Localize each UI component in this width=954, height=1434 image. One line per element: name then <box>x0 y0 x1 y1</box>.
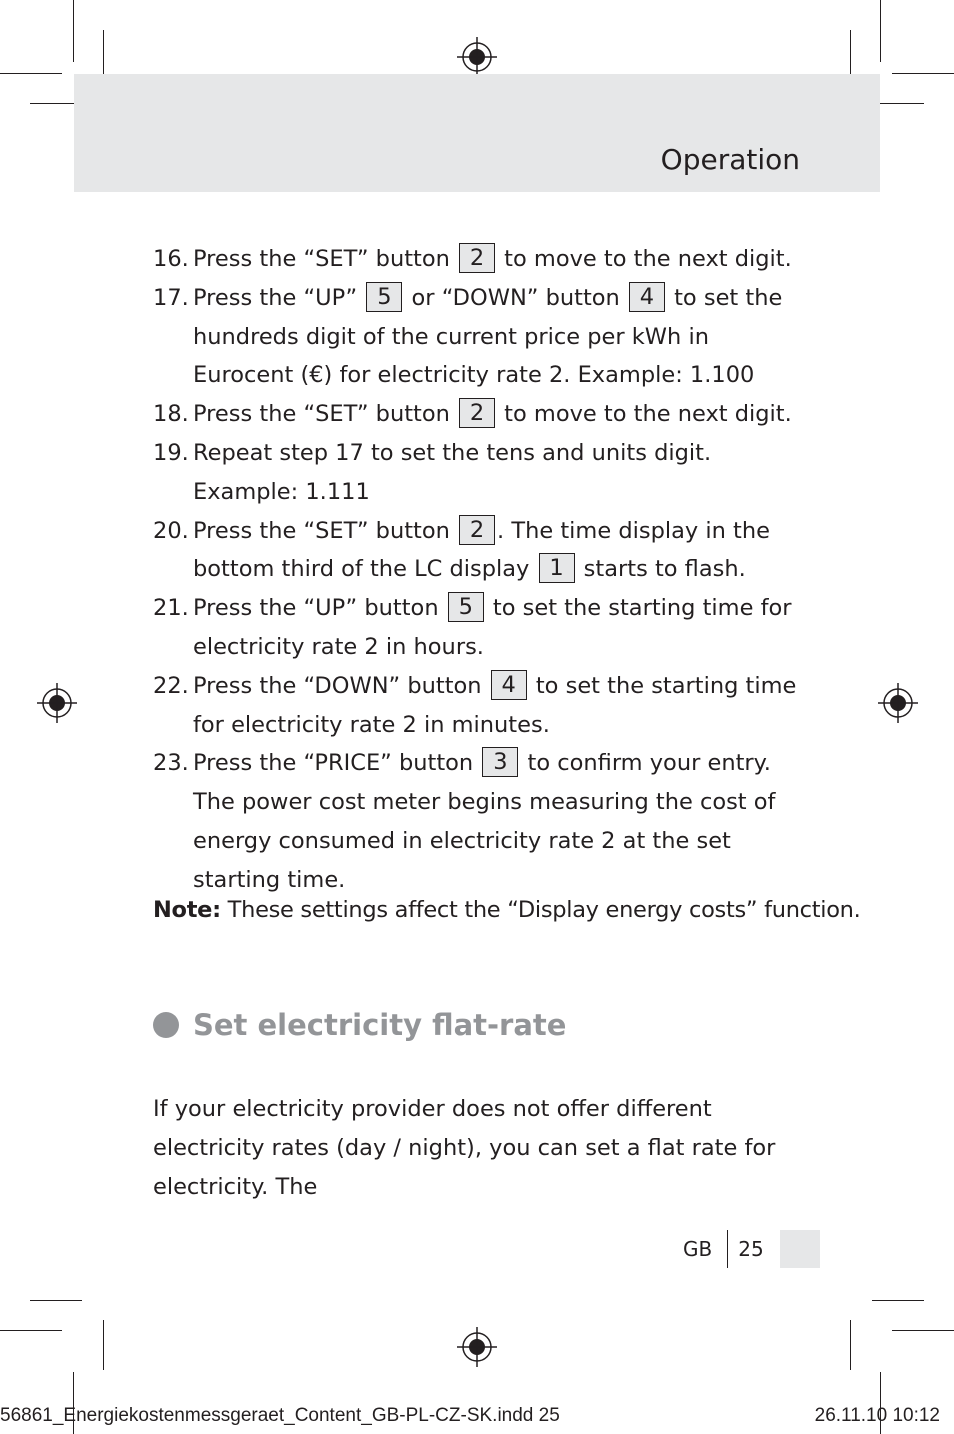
steps-list <box>153 240 813 900</box>
step-text: or “DOWN” button <box>404 284 627 311</box>
step-text: Press the “UP” <box>193 284 365 311</box>
instructions <box>153 240 813 900</box>
crop-mark <box>0 1330 62 1331</box>
step-item <box>153 512 813 590</box>
step-text: starts to flash. <box>576 556 746 583</box>
step-text: Press the “UP” button <box>193 595 446 622</box>
step-text: to confirm your entry. The power cost meter begins measuring the cost of energy consumed in electricity rate 2 at the set starting time. <box>193 750 776 893</box>
crop-mark <box>880 0 881 62</box>
step-text: to move to the next digit. <box>497 246 792 272</box>
slug-filename: 56861_Energiekostenmessgeraet_Content_GB-PL-CZ-SK.indd 25 <box>0 1405 560 1426</box>
note-text: These settings affect the “Display energy costs” function. <box>220 897 861 923</box>
step-item <box>153 395 813 434</box>
step-text: Repeat step 17 to set the tens and units digit. <box>193 439 712 466</box>
key-reference: 3 <box>482 747 518 777</box>
crop-mark <box>103 1320 104 1370</box>
step-text: to set the hundreds digit of the current price per kWh in Eurocent (€) for electricity rate 2. Example: 1.100 <box>193 284 783 389</box>
key-reference: 4 <box>629 282 665 312</box>
registration-mark-icon <box>878 683 918 723</box>
step-item <box>153 240 813 279</box>
step-text: to set the starting time for electricity rate 2 in minutes. <box>193 672 797 738</box>
step-item <box>153 744 813 899</box>
crop-mark <box>850 30 851 80</box>
intro-paragraph: If your electricity provider does not offer different electricity rates (day / night), you can set a flat rate for electricity. The <box>153 1096 776 1200</box>
crop-mark <box>892 1330 954 1331</box>
registration-mark-icon <box>457 37 497 77</box>
footer-tab <box>780 1230 820 1268</box>
step-text: Press the “DOWN” button <box>193 672 489 699</box>
page-footer <box>683 1230 820 1268</box>
step-item <box>153 434 813 512</box>
note-label: Note: <box>153 897 221 923</box>
step-number: 18. <box>153 401 189 428</box>
step-number: 16. <box>153 246 189 272</box>
key-reference: 5 <box>448 592 484 622</box>
step-number: 19. <box>153 439 189 466</box>
step-text: to set the starting time for electricity rate 2 in hours. <box>193 595 792 660</box>
registration-mark-icon <box>457 1327 497 1367</box>
section-title: Operation <box>660 143 800 176</box>
step-text: Press the “PRICE” button <box>193 750 481 777</box>
key-reference: 2 <box>459 398 495 428</box>
note <box>153 897 860 923</box>
step-item <box>153 667 813 745</box>
step-number: 21. <box>153 595 189 622</box>
key-reference: 1 <box>539 553 575 583</box>
crop-mark <box>30 1300 82 1301</box>
key-reference: 2 <box>459 243 495 273</box>
registration-mark-icon <box>37 683 77 723</box>
key-reference: 5 <box>366 282 402 312</box>
section-heading <box>153 1008 566 1042</box>
crop-mark <box>0 73 62 74</box>
key-reference: 4 <box>491 670 527 700</box>
section-heading-text: Set electricity flat-rate <box>193 1008 567 1042</box>
step-text: to move to the next digit. <box>497 401 792 428</box>
crop-mark <box>872 1300 924 1301</box>
crop-mark <box>103 30 104 80</box>
step-text: Press the “SET” button <box>193 246 458 272</box>
step-text: Example: 1.111 <box>193 478 370 505</box>
key-reference: 2 <box>459 515 495 545</box>
step-text: Press the “SET” button <box>193 401 458 428</box>
crop-mark <box>892 73 954 74</box>
bullet-icon <box>153 1012 179 1038</box>
step-item <box>153 279 813 395</box>
crop-mark <box>73 0 74 62</box>
step-text: Press the “SET” button <box>193 517 458 544</box>
slug-datetime: 26.11.10 10:12 <box>814 1405 940 1426</box>
step-number: 23. <box>153 750 189 777</box>
step-item <box>153 589 813 667</box>
step-number: 22. <box>153 672 189 699</box>
footer-divider <box>727 1230 728 1268</box>
step-text: . The time display in the bottom third of the LC display <box>193 517 770 583</box>
crop-mark <box>850 1320 851 1370</box>
step-number: 17. <box>153 284 189 311</box>
page-number: 25 <box>738 1237 764 1261</box>
step-number: 20. <box>153 517 189 544</box>
language-code: GB <box>683 1237 713 1261</box>
